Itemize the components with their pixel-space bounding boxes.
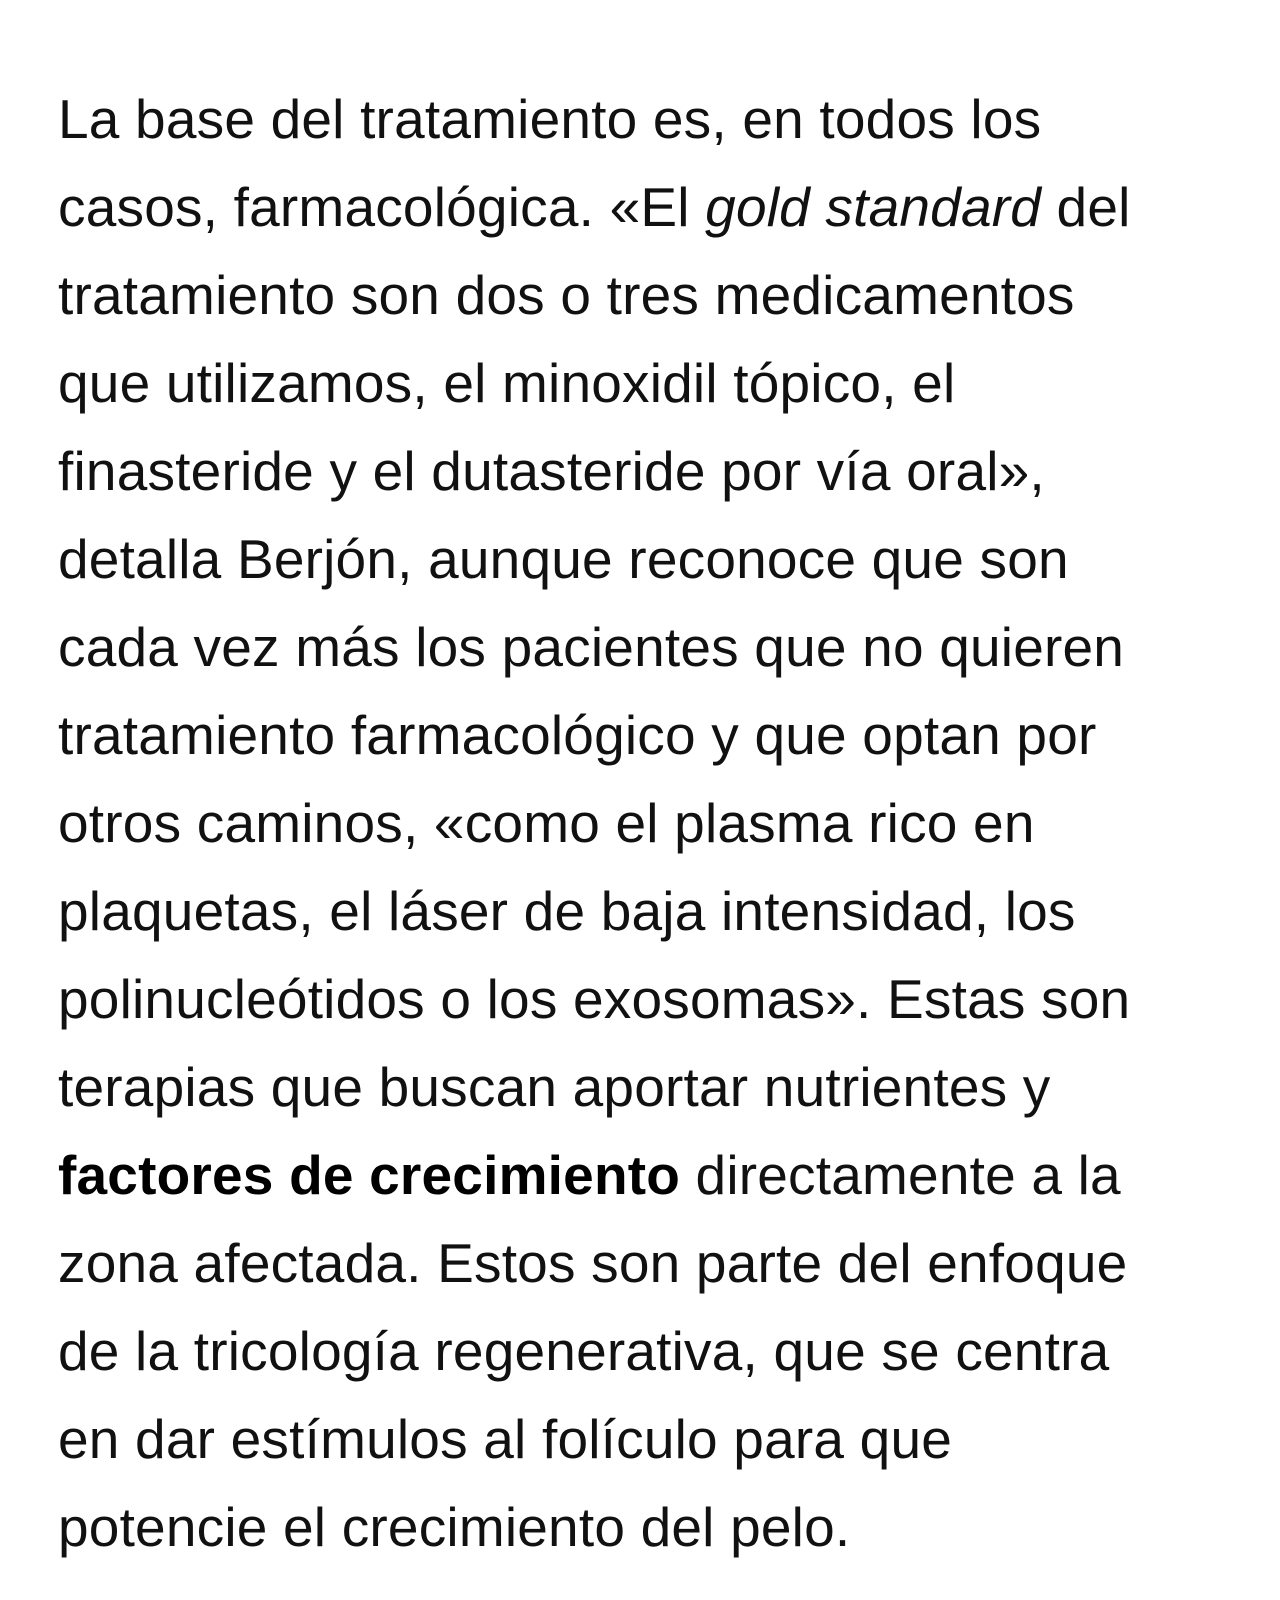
- emphasis-text: gold standard: [705, 176, 1042, 238]
- paragraph-line: otros caminos, «como el plasma rico en: [58, 792, 1035, 854]
- paragraph-line: tratamiento son dos o tres medicamentos: [58, 264, 1075, 326]
- paragraph-line: tratamiento farmacológico y que optan por: [58, 704, 1097, 766]
- paragraph-line: terapias que buscan aportar nutrientes y: [58, 1056, 1051, 1118]
- paragraph-line: que utilizamos, el minoxidil tópico, el: [58, 352, 956, 414]
- paragraph-line: cada vez más los pacientes que no quieren: [58, 616, 1125, 678]
- article-paragraph: [58, 75, 1238, 1571]
- paragraph-line: factores de crecimiento directamente a la: [58, 1144, 1121, 1206]
- paragraph-line: detalla Berjón, aunque reconoce que son: [58, 528, 1069, 590]
- paragraph-line: plaquetas, el láser de baja intensidad, los: [58, 880, 1076, 942]
- paragraph-line: zona afectada. Estos son parte del enfoque: [58, 1232, 1128, 1294]
- paragraph-line: de la tricología regenerativa, que se centra: [58, 1320, 1110, 1382]
- paragraph-line: polinucleótidos o los exosomas». Estas son: [58, 968, 1131, 1030]
- paragraph-line: La base del tratamiento es, en todos los: [58, 88, 1042, 150]
- paragraph-line: casos, farmacológica. «El gold standard del: [58, 176, 1131, 238]
- paragraph-line: potencie el crecimiento del pelo.: [58, 1496, 851, 1558]
- paragraph-line: finasteride y el dutasteride por vía oral»,: [58, 440, 1045, 502]
- bold-keyword: factores de crecimiento: [58, 1144, 681, 1206]
- paragraph-line: en dar estímulos al folículo para que: [58, 1408, 953, 1470]
